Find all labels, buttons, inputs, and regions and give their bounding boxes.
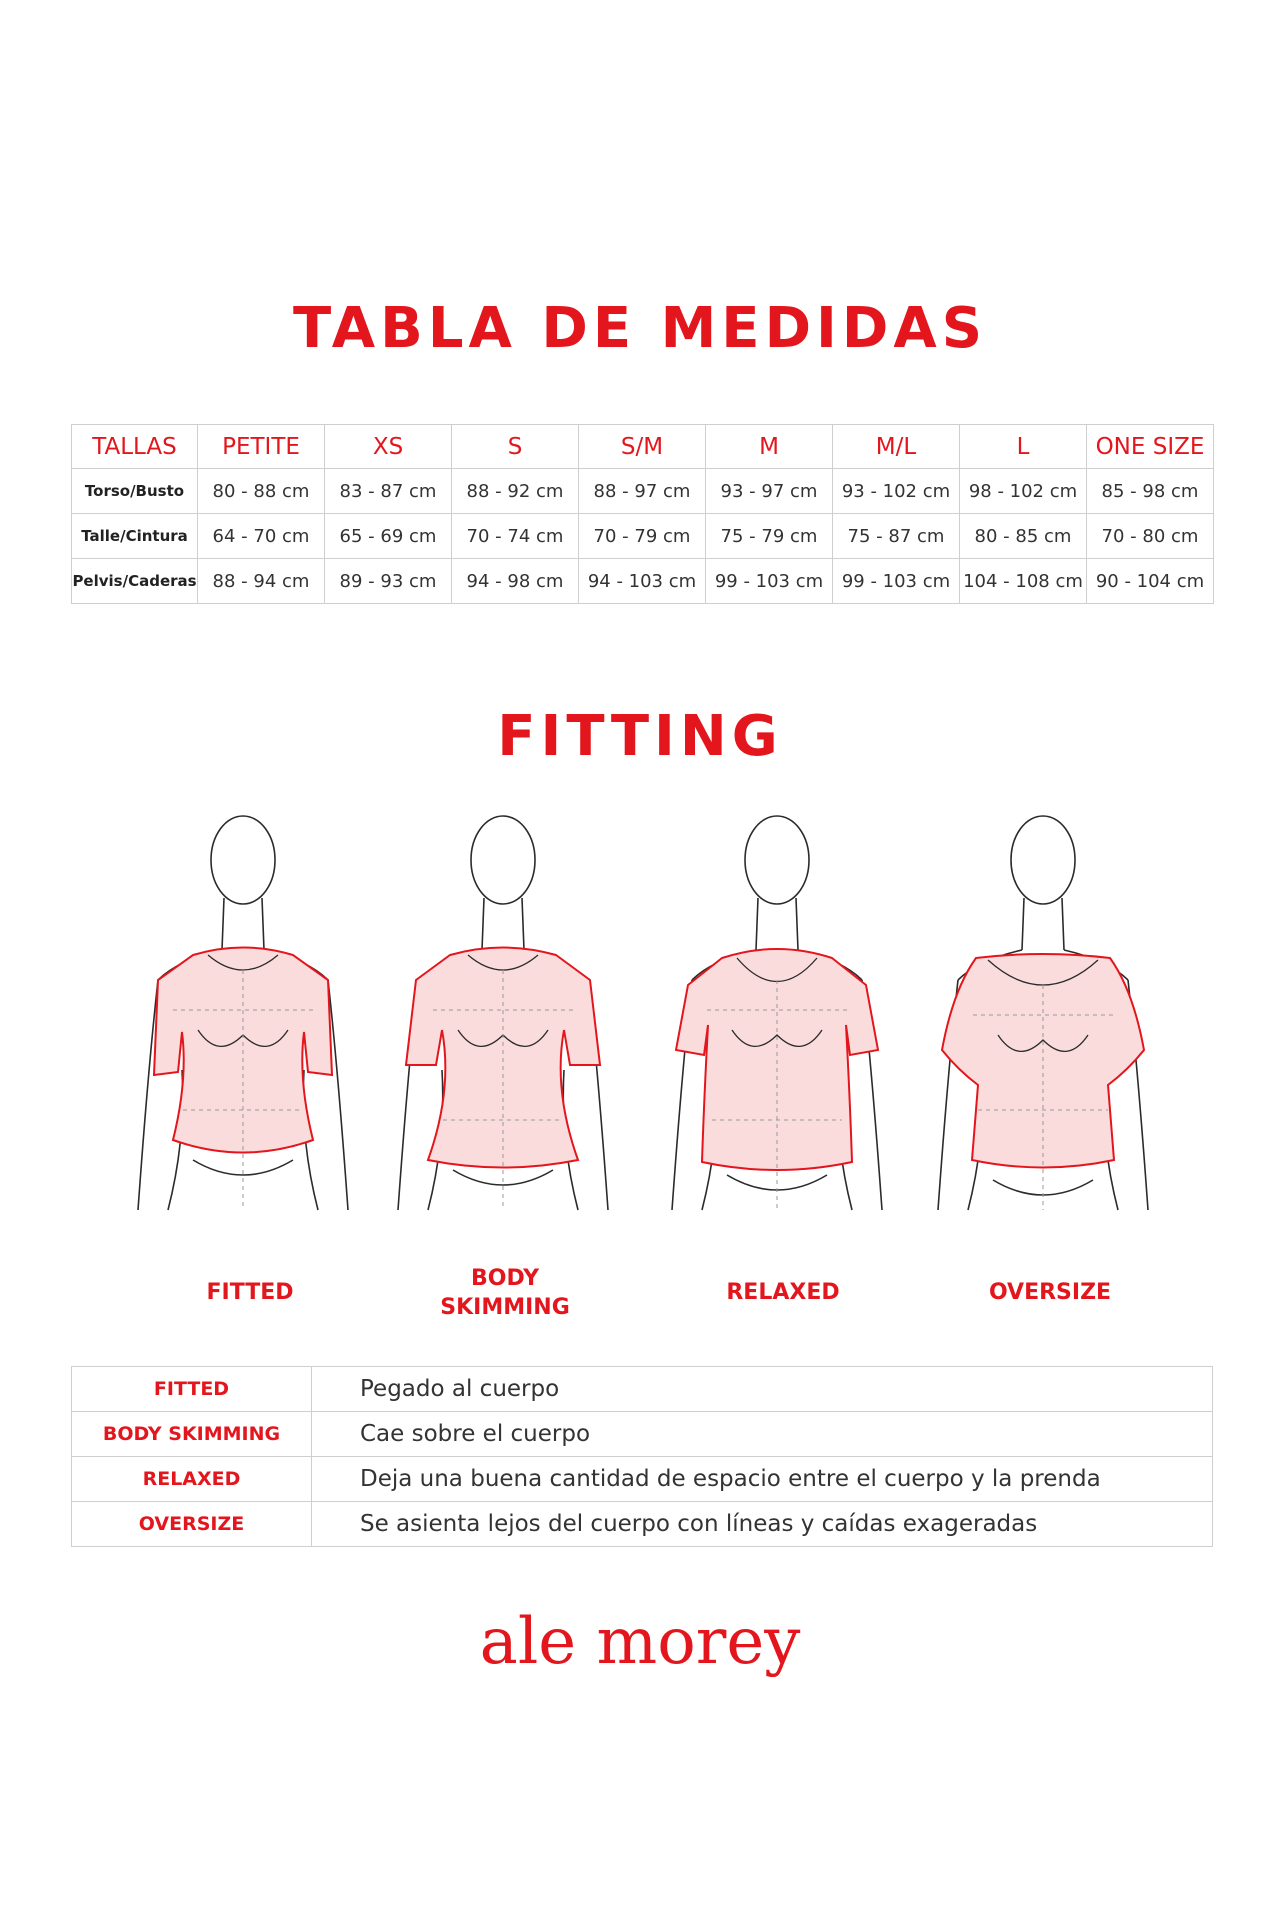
definition-name: FITTED	[72, 1367, 312, 1412]
table-cell: 70 - 79 cm	[579, 514, 706, 559]
header-xs: XS	[325, 425, 452, 469]
table-cell: 89 - 93 cm	[325, 559, 452, 604]
table-cell: 75 - 79 cm	[706, 514, 833, 559]
row-label-torso: Torso/Busto	[72, 469, 198, 514]
table-cell: 70 - 74 cm	[452, 514, 579, 559]
definition-name: OVERSIZE	[72, 1502, 312, 1547]
table-cell: 94 - 98 cm	[452, 559, 579, 604]
table-cell: 88 - 97 cm	[579, 469, 706, 514]
size-chart-table	[71, 424, 1214, 604]
header-petite: PETITE	[198, 425, 325, 469]
header-s-m: S/M	[579, 425, 706, 469]
row-label-caderas: Pelvis/Caderas	[72, 559, 198, 604]
row-label-cintura: Talle/Cintura	[72, 514, 198, 559]
definition-description: Cae sobre el cuerpo	[312, 1412, 1213, 1457]
table-row	[72, 1502, 1213, 1547]
header-one-size: ONE SIZE	[1087, 425, 1214, 469]
definition-description: Pegado al cuerpo	[312, 1367, 1213, 1412]
fitting-title: FITTING	[497, 704, 783, 769]
table-row	[72, 469, 1214, 514]
header-s: S	[452, 425, 579, 469]
definition-description: Se asienta lejos del cuerpo con líneas y caídas exageradas	[312, 1502, 1213, 1547]
relaxed-label: RELAXED	[726, 1280, 840, 1305]
body-skimming-figure-illustration	[378, 810, 628, 1230]
table-cell: 88 - 94 cm	[198, 559, 325, 604]
oversize-label: OVERSIZE	[988, 1280, 1112, 1305]
table-cell: 75 - 87 cm	[833, 514, 960, 559]
size-chart-title: TABLA DE MEDIDAS	[292, 296, 988, 361]
definition-description: Deja una buena cantidad de espacio entre el cuerpo y la prenda	[312, 1457, 1213, 1502]
definition-name: BODY SKIMMING	[72, 1412, 312, 1457]
table-cell: 64 - 70 cm	[198, 514, 325, 559]
table-cell: 90 - 104 cm	[1087, 559, 1214, 604]
table-cell: 80 - 88 cm	[198, 469, 325, 514]
table-cell: 99 - 103 cm	[833, 559, 960, 604]
body-skimming-label	[385, 1264, 625, 1322]
table-cell: 99 - 103 cm	[706, 559, 833, 604]
body-skimming-label-line1: BODY	[470, 1266, 540, 1291]
brand-logo: ale morey	[479, 1605, 801, 1679]
table-cell: 93 - 97 cm	[706, 469, 833, 514]
table-cell: 98 - 102 cm	[960, 469, 1087, 514]
table-cell: 65 - 69 cm	[325, 514, 452, 559]
fitting-figures	[0, 810, 1280, 1230]
table-row	[72, 514, 1214, 559]
fitted-label: FITTED	[206, 1280, 294, 1305]
table-cell: 83 - 87 cm	[325, 469, 452, 514]
header-l: L	[960, 425, 1087, 469]
header-m-l: M/L	[833, 425, 960, 469]
definition-name: RELAXED	[72, 1457, 312, 1502]
table-cell: 80 - 85 cm	[960, 514, 1087, 559]
table-cell: 85 - 98 cm	[1087, 469, 1214, 514]
fitting-definitions-table	[71, 1366, 1213, 1547]
table-row	[72, 559, 1214, 604]
size-chart-header-row	[72, 425, 1214, 469]
relaxed-figure-illustration	[652, 810, 902, 1230]
table-cell: 88 - 92 cm	[452, 469, 579, 514]
oversize-figure-illustration	[918, 810, 1168, 1230]
table-row	[72, 1457, 1213, 1502]
table-cell: 94 - 103 cm	[579, 559, 706, 604]
header-tallas: TALLAS	[72, 425, 198, 469]
table-row	[72, 1412, 1213, 1457]
table-cell: 93 - 102 cm	[833, 469, 960, 514]
table-cell: 70 - 80 cm	[1087, 514, 1214, 559]
table-cell: 104 - 108 cm	[960, 559, 1087, 604]
table-row	[72, 1367, 1213, 1412]
header-m: M	[706, 425, 833, 469]
fitted-figure-illustration	[118, 810, 368, 1230]
body-skimming-label-line2: SKIMMING	[440, 1295, 570, 1320]
